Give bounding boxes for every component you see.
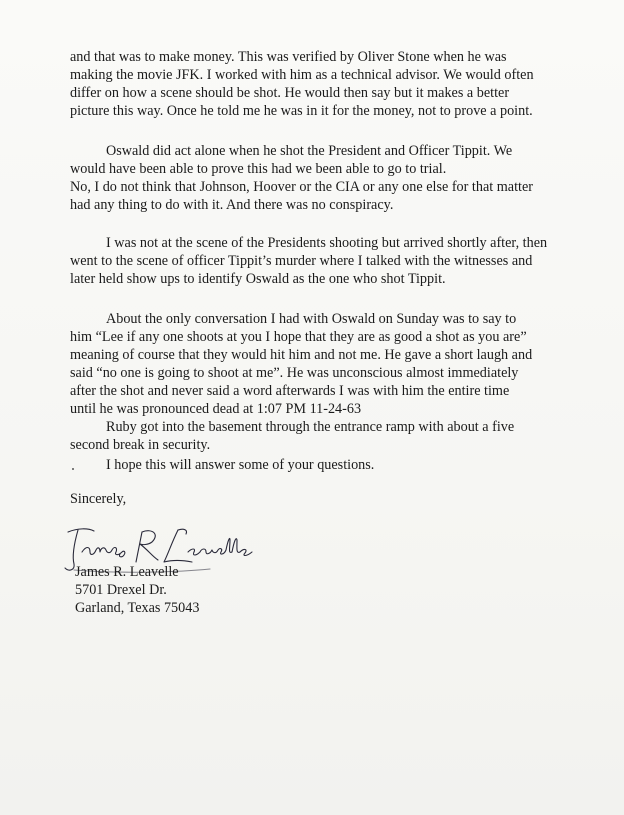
letter-line: differ on how a scene should be shot. He would then say but it makes a better xyxy=(70,85,510,101)
letter-line: after the shot and never said a word afterwards I was with him the entire time xyxy=(70,383,510,399)
address-city: Garland, Texas 75043 xyxy=(75,600,200,616)
letter-line: would have been able to prove this had we been able to go to trial. xyxy=(70,161,447,177)
letter-line: until he was pronounced dead at 1:07 PM 11-24-63 xyxy=(70,401,362,417)
stray-mark xyxy=(72,468,74,470)
letter-line: meaning of course that they would hit him and not me. He gave a short laugh and xyxy=(70,347,533,363)
letter-line: him “Lee if any one shoots at you I hope that they are as good a shot as you are” xyxy=(70,329,527,345)
letter-line: went to the scene of officer Tippit’s murder where I talked with the witnesses and xyxy=(70,253,533,269)
letter-line: and that was to make money. This was verified by Oliver Stone when he was xyxy=(70,49,507,65)
letter-line: had any thing to do with it. And there was no conspiracy. xyxy=(70,197,394,213)
signer-name: James R. Leavelle xyxy=(75,564,179,580)
letter-line: No, I do not think that Johnson, Hoover or the CIA or any one else for that matter xyxy=(70,179,533,195)
letter-line: picture this way. Once he told me he was in it for the money, not to prove a point. xyxy=(70,103,533,119)
letter-line: I hope this will answer some of your questions. xyxy=(106,457,375,473)
letter-line: Oswald did act alone when he shot the President and Officer Tippit. We xyxy=(106,143,513,159)
letter-line: About the only conversation I had with Oswald on Sunday was to say to xyxy=(106,311,517,327)
letter-line: Ruby got into the basement through the entrance ramp with about a five xyxy=(106,419,515,435)
letter-line: said “no one is going to shoot at me”. He was unconscious almost immediately xyxy=(70,365,519,381)
letter-line: second break in security. xyxy=(70,437,211,453)
letter-line: later held show ups to identify Oswald as the one who shot Tippit. xyxy=(70,271,446,287)
letter-line: making the movie JFK. I worked with him as a technical advisor. We would often xyxy=(70,67,534,83)
closing: Sincerely, xyxy=(70,491,127,507)
letter-line: I was not at the scene of the Presidents shooting but arrived shortly after, then xyxy=(106,235,548,251)
address-street: 5701 Drexel Dr. xyxy=(75,582,167,598)
